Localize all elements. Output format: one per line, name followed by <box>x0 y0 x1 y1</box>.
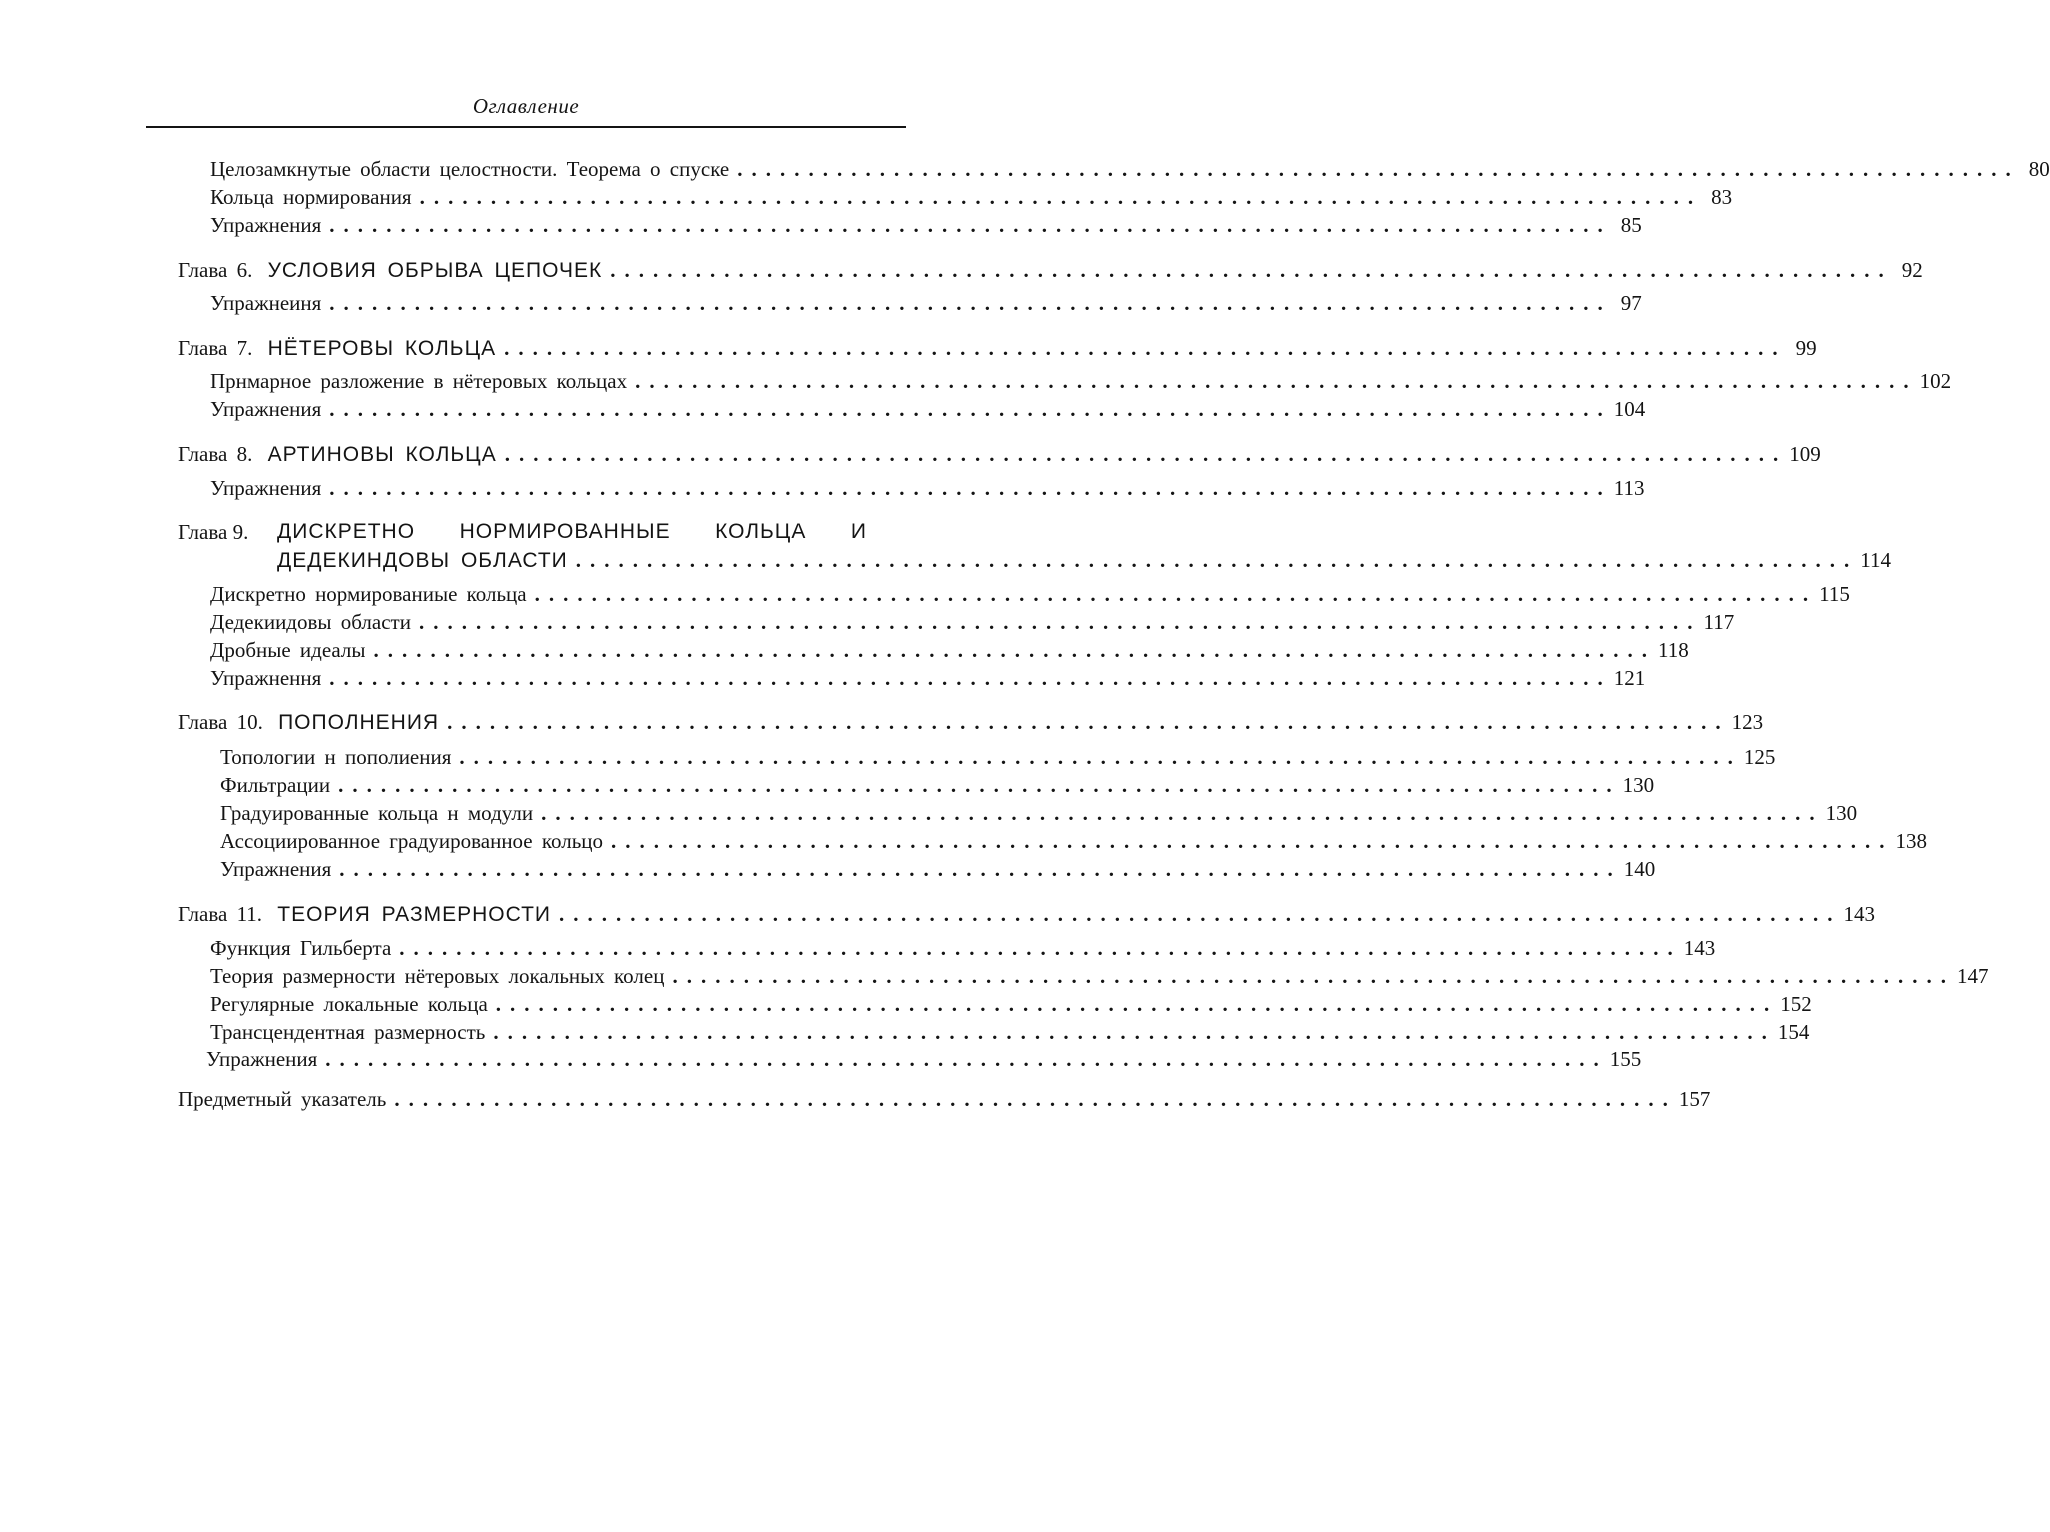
chapter-number: Глава 8. <box>178 442 253 466</box>
toc-entry <box>220 855 1656 883</box>
entry-page: 143 <box>1683 936 1716 960</box>
entry-title: Прнмарное разложение в нётеровых кольцах <box>210 369 628 393</box>
leader-dots: .......................................................................................... <box>495 992 1779 1016</box>
chapter-title: НЁТЕРОВЫ КОЛЬЦА <box>267 337 497 360</box>
entry-title: Упражнення <box>210 666 322 690</box>
chapter-title-line1 <box>277 518 867 546</box>
entry-title: Предметный указатель <box>178 1087 387 1111</box>
entry-page: 138 <box>1895 829 1928 853</box>
chapter-title-word: И <box>850 520 867 543</box>
toc-chapter <box>178 334 1817 362</box>
leader-dots: .......................................................................................... <box>419 185 1703 209</box>
toc-entry <box>220 743 1776 771</box>
leader-dots: .......................................................................................... <box>559 902 1842 926</box>
leader-dots: .......................................................................................... <box>329 291 1612 315</box>
toc-entry <box>210 395 1646 423</box>
chapter-number: Глава 7. <box>178 336 253 360</box>
leader-dots: .......................................................................................... <box>611 829 1894 853</box>
leader-dots: .......................................................................................... <box>541 801 1824 825</box>
entry-page: 80 <box>2028 157 2050 181</box>
entry-page: 118 <box>1658 638 1689 662</box>
leader-dots: .......................................................................................... <box>672 964 1955 988</box>
toc-chapter <box>178 256 1923 284</box>
leader-dots: .......................................................................................... <box>329 476 1612 500</box>
entry-page: 114 <box>1860 548 1892 572</box>
leader-dots: .......................................................................................... <box>737 157 2020 181</box>
entry-title: Функция Гильберта <box>210 936 392 960</box>
header-rule <box>146 126 906 128</box>
leader-dots: .......................................................................................... <box>399 936 1682 960</box>
toc-entry <box>206 1045 1642 1073</box>
entry-page: 152 <box>1780 992 1812 1016</box>
entry-page: 92 <box>1901 258 1923 282</box>
toc-entry <box>210 664 1646 692</box>
entry-page: 83 <box>1711 185 1733 209</box>
entry-title: Упражнения <box>220 857 332 881</box>
entry-page: 97 <box>1620 291 1642 315</box>
chapter-title: УСЛОВИЯ ОБРЫВА ЦЕПОЧЕК <box>267 259 603 282</box>
toc-entry <box>210 962 1989 990</box>
leader-dots: .......................................................................................... <box>325 1047 1608 1071</box>
leader-dots: .......................................................................................... <box>338 773 1621 797</box>
entry-title: Регулярные локальные кольца <box>210 992 488 1016</box>
entry-title: Топологии н пополиения <box>220 745 452 769</box>
leader-dots: .......................................................................................... <box>610 258 1893 282</box>
toc-chapter <box>178 440 1821 468</box>
toc-entry <box>210 289 1642 317</box>
leader-dots: .......................................................................................... <box>534 582 1818 606</box>
entry-page: 109 <box>1789 442 1821 466</box>
chapter-title-line2: ДЕДЕКИНДОВЫ ОБЛАСТИ <box>277 549 568 572</box>
entry-page: 140 <box>1623 857 1656 881</box>
entry-page: 154 <box>1777 1020 1810 1044</box>
chapter-title-word: НОРМИРОВАННЫЕ <box>459 520 671 543</box>
entry-page: 147 <box>1956 964 1989 988</box>
toc-chapter <box>178 900 1876 928</box>
chapter-title-word: ДИСКРЕТНО <box>277 520 416 543</box>
entry-title: Дробные идеалы <box>210 638 366 662</box>
toc-chapter <box>178 708 1764 736</box>
leader-dots: .......................................................................................... <box>504 442 1788 466</box>
toc-entry <box>210 474 1645 502</box>
entry-page: 85 <box>1620 213 1642 237</box>
toc-entry <box>210 636 1689 664</box>
entry-page: 102 <box>1919 369 1952 393</box>
entry-page: 143 <box>1843 902 1876 926</box>
entry-page: 115 <box>1819 582 1850 606</box>
leader-dots: .......................................................................................... <box>575 548 1859 572</box>
entry-title: Кольца нормирования <box>210 185 412 209</box>
entry-title: Целозамкнутые области целостности. Теорема о спуске <box>210 157 730 181</box>
entry-page: 125 <box>1743 745 1776 769</box>
toc-entry <box>220 799 1858 827</box>
chapter-number: Глава 6. <box>178 258 253 282</box>
toc-entry <box>210 934 1716 962</box>
toc-entry <box>210 211 1642 239</box>
entry-title: Упражнения <box>210 476 322 500</box>
entry-title: Дедекиидовы области <box>210 610 411 634</box>
entry-title: Дискретно нормированиые кольца <box>210 582 527 606</box>
entry-title: Теория размерности нётеровых локальных колец <box>210 964 665 988</box>
toc-entry <box>210 608 1735 636</box>
leader-dots: .......................................................................................... <box>394 1087 1677 1111</box>
leader-dots: .......................................................................................... <box>329 666 1612 690</box>
chapter-title: ТЕОРИЯ РАЗМЕРНОСТИ <box>277 903 552 926</box>
entry-title: Упражнеиня <box>210 291 322 315</box>
chapter-number: Глава 9. <box>178 520 249 544</box>
toc-entry <box>210 1018 1810 1046</box>
entry-title: Фильтрации <box>220 773 331 797</box>
chapter-title: ПОПОЛНЕНИЯ <box>278 711 440 734</box>
entry-page: 104 <box>1613 397 1646 421</box>
toc-entry <box>210 183 1733 211</box>
page-header: Оглавление <box>472 94 580 118</box>
entry-page: 99 <box>1795 336 1817 360</box>
entry-page: 121 <box>1613 666 1646 690</box>
toc-entry <box>220 771 1655 799</box>
toc-entry <box>220 827 1928 855</box>
leader-dots: .......................................................................................... <box>329 213 1612 237</box>
entry-title: Трансцендентная размерность <box>210 1020 486 1044</box>
chapter-number: Глава 11. <box>178 902 263 926</box>
entry-title: Ассоциированное градуированное кольцо <box>220 829 604 853</box>
leader-dots: .......................................................................................... <box>493 1020 1776 1044</box>
chapter-number: Глава 10. <box>178 710 263 734</box>
leader-dots: .......................................................................................... <box>635 369 1918 393</box>
entry-page: 123 <box>1731 710 1764 734</box>
leader-dots: .......................................................................................... <box>339 857 1622 881</box>
leader-dots: .......................................................................................... <box>329 397 1612 421</box>
leader-dots: .......................................................................................... <box>373 638 1657 662</box>
entry-page: 113 <box>1613 476 1645 500</box>
entry-page: 157 <box>1678 1087 1711 1111</box>
entry-page: 130 <box>1622 773 1655 797</box>
chapter-title: АРТИНОВЫ КОЛЬЦА <box>267 443 497 466</box>
entry-page: 117 <box>1703 610 1735 634</box>
entry-title: Упражнения <box>210 397 322 421</box>
entry-title: Упражнения <box>206 1047 318 1071</box>
leader-dots: .......................................................................................... <box>418 610 1702 634</box>
toc-chapter <box>277 546 1892 574</box>
toc-entry <box>210 990 1812 1018</box>
toc-entry-index <box>178 1085 1711 1113</box>
entry-page: 155 <box>1609 1047 1642 1071</box>
toc-entry <box>210 155 2050 183</box>
toc-entry <box>210 367 1952 395</box>
chapter-title-word: КОЛЬЦА <box>715 520 807 543</box>
entry-title: Градуированные кольца н модули <box>220 801 534 825</box>
leader-dots: .......................................................................................... <box>504 336 1787 360</box>
leader-dots: .......................................................................................... <box>447 710 1730 734</box>
leader-dots: .......................................................................................... <box>459 745 1742 769</box>
toc-entry <box>210 580 1850 608</box>
entry-page: 130 <box>1825 801 1858 825</box>
entry-title: Упражнения <box>210 213 322 237</box>
